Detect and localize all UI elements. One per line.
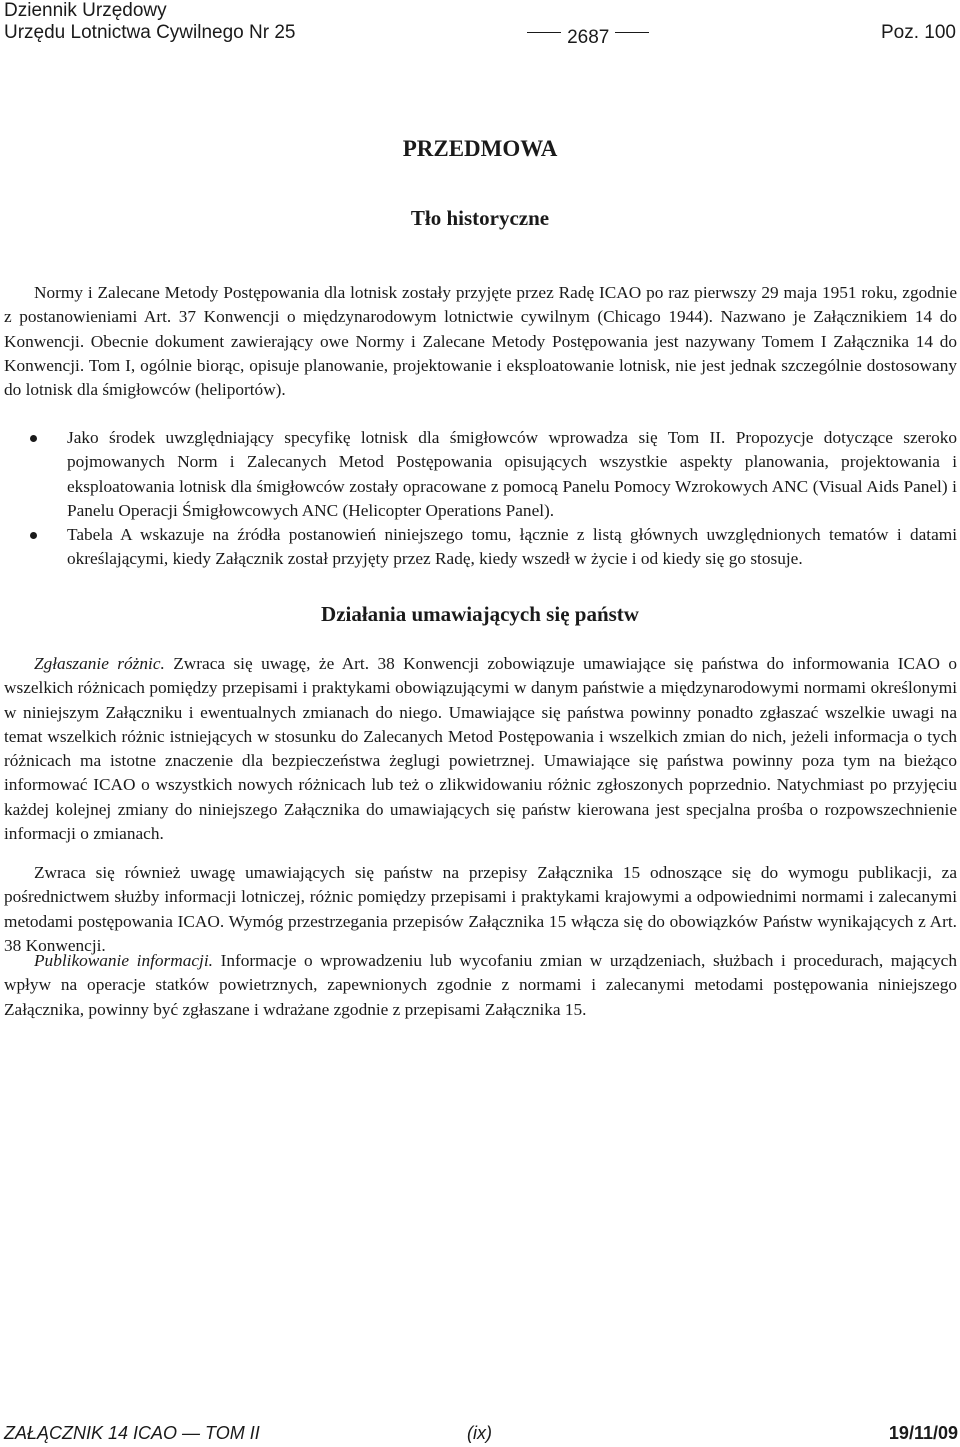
- list-item-text: Jako środek uwzględniający specyfikę lotnisk dla śmigłowców wprowadza się Tom II. Propozycje dotyczące szeroko pojmowanych Norm i Zalecanych Metod Postępowania opisujących wszystkie aspekty planowania, projektowania i eksploatowania lotnisk dla śmigłowców zostały opracowane z pomocą Panelu Pomocy Wzrokowych ANC (Visual Aids Panel) i Panelu Operacji Śmigłowcowych ANC (Helicopter Operations Panel).: [67, 428, 957, 520]
- paragraph-lead: Publikowanie informacji.: [34, 951, 213, 970]
- intro-paragraph: [4, 281, 957, 402]
- paragraph-text: Zwraca się uwagę, że Art. 38 Konwencji zobowiązuje umawiające się państwa do informowania ICAO o wszelkich różnicach pomiędzy przepisami i praktykami obowiązującymi w danym państwie a międzynarodowymi normami określonymi w niniejszym Załączniku i ewentualnych zmianach do niego. Umawiające się państwa powinny ponadto zgłaszać wszelkie uwagi na temat wszelkich różnic istniejących w stosunku do Zalecanych Metod Postępowania i wszelkich zmian do nich, jeżeli informacja o tych różnicach ma istotne znaczenie dla bezpieczeństwa żeglugi powietrznej. Umawiające się państwa powinny poza tym na bieżąco informować ICAO o wszystkich nowych różnicach lub też o zlikwidowaniu różnic zgłoszonych poprzednio. Natychmiast po przyjęciu każdej kolejnej zmiany do niniejszego Załącznika do umawiających się państw kierowana jest specjalna prośba o rozpowszechnienie informacji o zmianach.: [4, 654, 958, 844]
- bullet-list: [4, 426, 957, 572]
- journal-title: Dziennik Urzędowy: [4, 0, 167, 21]
- paragraph-differences: [4, 652, 957, 846]
- list-item-text: Tabela A wskazuje na źródła postanowień niniejszego tomu, łącznie z listą głównych uwzględnionych tematów i datami określającymi, kiedy Załącznik został przyjęty przez Radę, kiedy wszedł w życie i od kiedy się go stosuje.: [67, 525, 957, 569]
- page-footer: [4, 1423, 958, 1444]
- paragraph-annex15: [4, 861, 957, 958]
- section-heading-background: Tło historyczne: [410, 206, 550, 230]
- document-title: PRZEDMOWA: [402, 136, 558, 161]
- bullet-icon: [30, 532, 37, 539]
- paragraph-publishing: [4, 949, 957, 1022]
- page-number: 2687: [567, 26, 610, 48]
- section-heading-states: Działania umawiających się państw: [321, 602, 639, 626]
- list-item: [4, 523, 957, 572]
- dash-right: [615, 32, 649, 33]
- footer-page: (ix): [467, 1423, 492, 1443]
- footer-annex: ZAŁĄCZNIK 14 ICAO — TOM II: [4, 1423, 260, 1443]
- header-row: [4, 22, 956, 49]
- page-header: [4, 0, 956, 49]
- intro-text: Normy i Zalecane Metody Postępowania dla lotnisk zostały przyjęte przez Radę ICAO po raz pierwszy 29 maja 1951 roku, zgodnie z postanowieniami Art. 37 Konwencji o międzynarodowym lotnictwie cywilnym (Chicago 1944). Nazwano je Załącznikiem 14 do Konwencji. Obecnie dokument zawierający owe Normy i Zalecane Metody Postępowania jest nazywany Tomem I Załącznika 14 do Konwencji. Tom I, ogólnie biorąc, opisuje planowanie, projektowanie i eksploatowanie lotnisk, nie jest jednak szczególnie dostosowany do lotnisk dla śmigłowców (heliportów).: [4, 283, 957, 400]
- position-number: Poz. 100: [881, 22, 956, 43]
- dash-left: [527, 32, 561, 33]
- bullet-icon: [30, 435, 37, 442]
- footer-date: 19/11/09: [888, 1423, 958, 1443]
- list-item: [4, 426, 957, 523]
- paragraph-text: Zwraca się również uwagę umawiających się państw na przepisy Załącznika 15 odnoszące się do wymogu publikacji, za pośrednictwem służby informacji lotniczej, różnic pomiędzy przepisami i praktykami krajowymi a odpowiednimi normami i zalecanymi metodami postępowania ICAO. Wymóg przestrzegania przepisów Załącznika 15 włącza się do obowiązków Państw wynikających z Art. 38 Konwencji.: [4, 863, 957, 955]
- page-number-block: [527, 27, 649, 49]
- journal-issue: Urzędu Lotnictwa Cywilnego Nr 25: [4, 22, 296, 43]
- paragraph-lead: Zgłaszanie różnic.: [34, 654, 165, 673]
- paragraph-text: Informacje o wprowadzeniu lub wycofaniu zmian w urządzeniach, służbach i procedurach, mających wpływ na operacje statków powietrznych, zapewnionych zgodnie z normami i zalecanymi metodami postępowania niniejszego Załącznika, powinny być zgłaszane i wdrażane zgodnie z przepisami Załącznika 15.: [4, 951, 957, 1019]
